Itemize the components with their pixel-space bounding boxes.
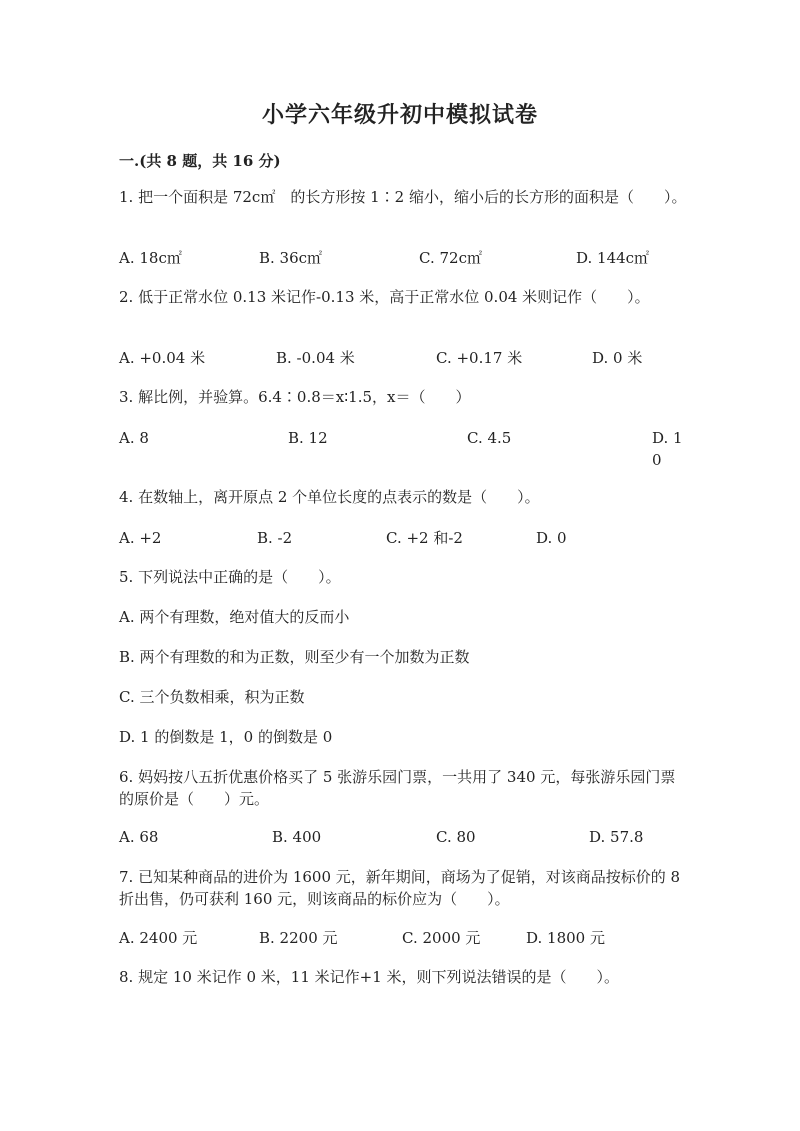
option-7a: A. 2400 元 [119,929,198,947]
option-5a: A. 两个有理数，绝对值大的反而小 [119,608,350,626]
question-4: 4. 在数轴上，离开原点 2 个单位长度的点表示的数是（ ）。 [119,488,540,506]
option-2d: D. 0 米 [592,349,643,367]
section-heading: 一.(共 8 题，共 16 分) [119,152,281,170]
option-3d: D. 10 [652,429,683,469]
option-6b: B. 400 [272,828,322,846]
option-6c: C. 80 [436,828,476,846]
option-1a: A. 18c㎡ [119,249,182,267]
option-7b: B. 2200 元 [259,929,338,947]
option-6a: A. 68 [119,828,159,846]
question-5: 5. 下列说法中正确的是（ ）。 [119,568,341,586]
option-4b: B. -2 [257,529,293,547]
option-7c: C. 2000 元 [402,929,481,947]
question-7: 7. 已知某种商品的进价为 1600 元，新年期间，商场为了促销，对该商品按标价的 8 折出售，仍可获利 160 元，则该商品的标价应为（ ）。 [119,868,685,908]
option-1d: D. 144c㎡ [576,249,650,267]
question-1: 1. 把一个面积是 72c㎡ 的长方形按 1∶2 缩小，缩小后的长方形的面积是（ ）。 [119,188,687,206]
exam-title: 小学六年级升初中模拟试卷 [261,102,538,128]
option-3b: B. 12 [288,429,328,447]
option-6d: D. 57.8 [589,828,644,846]
option-3c: C. 4.5 [467,429,512,447]
option-1c: C. 72c㎡ [419,249,482,267]
option-2a: A. +0.04 米 [119,349,206,367]
option-3a: A. 8 [119,429,149,447]
option-5c: C. 三个负数相乘，积为正数 [119,688,305,706]
option-7d: D. 1800 元 [526,929,605,947]
option-2c: C. +0.17 米 [436,349,523,367]
option-5b: B. 两个有理数的和为正数，则至少有一个加数为正数 [119,648,470,666]
option-4c: C. +2 和-2 [386,529,463,547]
question-6: 6. 妈妈按八五折优惠价格买了 5 张游乐园门票，一共用了 340 元，每张游乐园门票的原价是（ ）元。 [119,768,676,808]
option-4a: A. +2 [119,529,162,547]
question-8: 8. 规定 10 米记作 0 米，11 米记作+1 米，则下列说法错误的是（ ）。 [119,968,620,986]
question-3: 3. 解比例，并验算。6.4∶0.8＝x∶1.5，x＝（ ） [119,388,471,406]
option-4d: D. 0 [536,529,567,547]
question-2: 2. 低于正常水位 0.13 米记作-0.13 米，高于正常水位 0.04 米则记作（ ）。 [119,288,650,306]
option-5d: D. 1 的倒数是 1，0 的倒数是 0 [119,728,333,746]
option-2b: B. -0.04 米 [276,349,355,367]
option-1b: B. 36c㎡ [259,249,323,267]
